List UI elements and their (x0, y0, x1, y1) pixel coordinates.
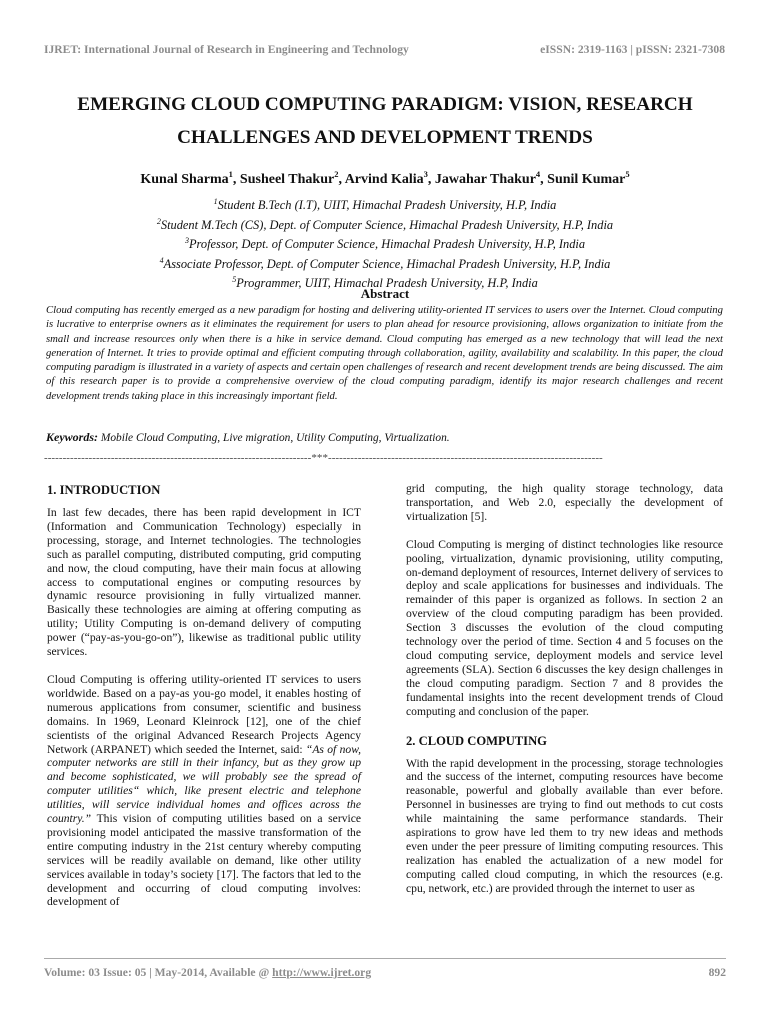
affiliation-sup: 1 (213, 197, 218, 206)
title-line-2: CHALLENGES AND DEVELOPMENT TRENDS (177, 127, 593, 148)
keywords-label: Keywords: (46, 430, 98, 444)
cloud-computing-heading: 2. CLOUD COMPUTING (406, 733, 547, 748)
author-sup: 2 (334, 169, 339, 179)
right-paragraph-2: Cloud Computing is merging of distinct technologies like resource pooling, virtualization, dynamic provisioning, utility computing, on-demand deployment of resources, Internet delivery of services to deploy and scale applications for businesses and individuals. The remainder of this paper is organized as follows. In section 2 an overview of the cloud computing paradigm has been provided. Section 3 discusses the evolution of the cloud computing technology over the period of time. Section 4 and 5 focuses on the cloud computing service, deployment models and service level agreements (SLA). Section 6 discusses the key design challenges in the cloud computing paradigm. Section 7 and 8 provides the fundamental insights into the recent development trends of Cloud computing and conclusion of the paper. (406, 537, 723, 718)
author-name: Susheel Thakur (239, 172, 335, 187)
right-column (406, 482, 723, 896)
author-name: Arvind Kalia (344, 172, 424, 187)
author-sep: , (540, 172, 548, 187)
intro-p2-text: Cloud Computing is offering utility-oriented IT services to users worldwide. Based on a pay-as you-go model, it enables hosting of numerous applications from consumer, scientific and business domains. In 1969, Leonard Kleinrock [12], one of the chief scientists of the original Advanced Research Projects Agency Network (ARPANET) which seeded the Internet, said: (47, 672, 361, 756)
author-sup: 5 (625, 169, 630, 179)
affiliation-text: Student M.Tech (CS), Dept. of Computer Science, Himachal Pradesh University, H.P, India (160, 217, 614, 232)
right-paragraph-1: grid computing, the high quality storage technology, data transportation, and Web 2.0, especially the development of virtualization [5]. (406, 482, 723, 523)
author-list (40, 169, 730, 188)
intro-heading: 1. INTRODUCTION (47, 483, 161, 497)
author-sep: , (232, 172, 240, 187)
affiliation-text: Associate Professor, Dept. of Computer Science, Himachal Pradesh University, H.P, India (163, 256, 611, 271)
author-sup: 1 (228, 169, 233, 179)
abstract-heading: Abstract (360, 286, 410, 301)
intro-p2-continued: This vision of computing utilities based on a service provisioning model anticipated the massive transformation of the entire computing industry in the 21st century whereby computing services will be readily available on demand, like other utility services available in today’s society [17]. The factors that led to the development and occurring of cloud computing involves: development of (47, 812, 361, 909)
affiliation-sup: 2 (156, 216, 161, 226)
affiliation-sup: 3 (184, 236, 189, 246)
keywords-text: Mobile Cloud Computing, Live migration, Utility Computing, Virtualization. (98, 432, 450, 444)
affiliation-text: Programmer, UIIT, Himachal Pradesh University, H.P, India (236, 276, 538, 291)
page-number: 892 (708, 966, 726, 979)
affiliation-sup: 5 (232, 275, 237, 285)
kleinrock-quote: “As of now, computer networks are still in their infancy, but as they grow up and become sophisticated, we will probably see the spread of computer utilities“ which, like present electric and telephone utilities, will service individual homes and offices across the country.” (47, 742, 361, 826)
footer-volume (44, 966, 371, 979)
author-sup: 4 (535, 169, 541, 179)
author-sep: , (427, 172, 435, 187)
affiliation-text: Student B.Tech (I.T), UIIT, Himachal Pradesh University, H.P, India (217, 198, 557, 212)
cloud-computing-paragraph: With the rapid development in the processing, storage technologies and the success of the internet, computing resources have become reasonable, powerful and globally available than ever before. Personnel in businesses are trying to find out methods to cut costs while maintaining the same performance standards. Their aspirations to grow have led them to try new ideas and methods even under the peer pressure of limiting computing resources. This realization has enabled the actualization of a new model for computing called cloud computing, in which the resources (e.g. cpu, network, etc.) are provided through the internet to user as (406, 756, 723, 895)
affiliation-sup: 4 (159, 255, 164, 265)
intro-paragraph-1: In last few decades, there has been rapid development in ICT (Information and Communication Technology) especially in processing, storage, and Internet technologies. The technologies such as parallel computing, distributed computing, grid computing and now, the cloud computing, have their main focus at allowing access to computational engines or computing resources by dynamic resource provisioning in fully virtualized manner. Basically these technologies are aiming at offering computing as utility; Utility Computing is on-demand delivery of computing power (“pay-as-you-go-on”), likewise as traditional public utility services. (47, 506, 361, 659)
affiliation-list (40, 194, 730, 292)
abstract-text: Cloud computing has recently emerged as a new paradigm for hosting and delivering utility-oriented IT services to users over the Internet. Cloud computing is lucrative to enterprise owners as it eliminates the requirement for users to plan ahead for resource provisioning, allows organization to initiate from the small and increase resources only when there is a hike in service demand. Cloud computing has emerged as a new technology that will lead the next generation of Internet. It tries to provide optimal and efficient computing through collaboration, agility, availability and scalability. In this paper, the cloud computing paradigm is illustrated in a variety of aspects and certain open challenges of research and recent development trends are being discussed. The aim of this research paper is to provide a comprehensive overview of the cloud computing paradigm, identify its major research challenges and recent development trends taking place in this increasingly important field. (46, 304, 723, 402)
affiliation-line (40, 194, 730, 214)
intro-paragraph-2 (47, 673, 361, 909)
running-header (44, 43, 725, 63)
author-name: Sunil Kumar (547, 172, 626, 187)
author-sep: , (338, 172, 345, 187)
section-divider: ------------------------------------------------------------------------***-------------------------------------------------------------------------- (44, 452, 603, 464)
keywords (46, 430, 723, 445)
left-column (47, 482, 361, 909)
author-sup: 3 (423, 169, 428, 179)
affiliation-line (40, 253, 730, 273)
affiliation-line (40, 233, 730, 253)
affiliation-text: Professor, Dept. of Computer Science, Himachal Pradesh University, H.P, India (188, 237, 586, 252)
issn-label: eISSN: 2319-1163 | pISSN: 2321-7308 (540, 43, 725, 56)
journal-link[interactable]: http://www.ijret.org (272, 966, 372, 979)
author-name: Jawahar Thakur (434, 172, 536, 187)
volume-text: Volume: 03 Issue: 05 | May-2014, Available @ (44, 966, 273, 979)
title-line-1: EMERGING CLOUD COMPUTING PARADIGM: VISION, RESEARCH (77, 94, 693, 115)
affiliation-line (40, 214, 730, 234)
running-footer (44, 966, 726, 984)
author-name: Kunal Sharma (140, 172, 229, 187)
journal-name: IJRET: International Journal of Research in Engineering and Technology (44, 43, 409, 56)
paper-title (40, 88, 730, 154)
footer-rule (44, 958, 726, 959)
